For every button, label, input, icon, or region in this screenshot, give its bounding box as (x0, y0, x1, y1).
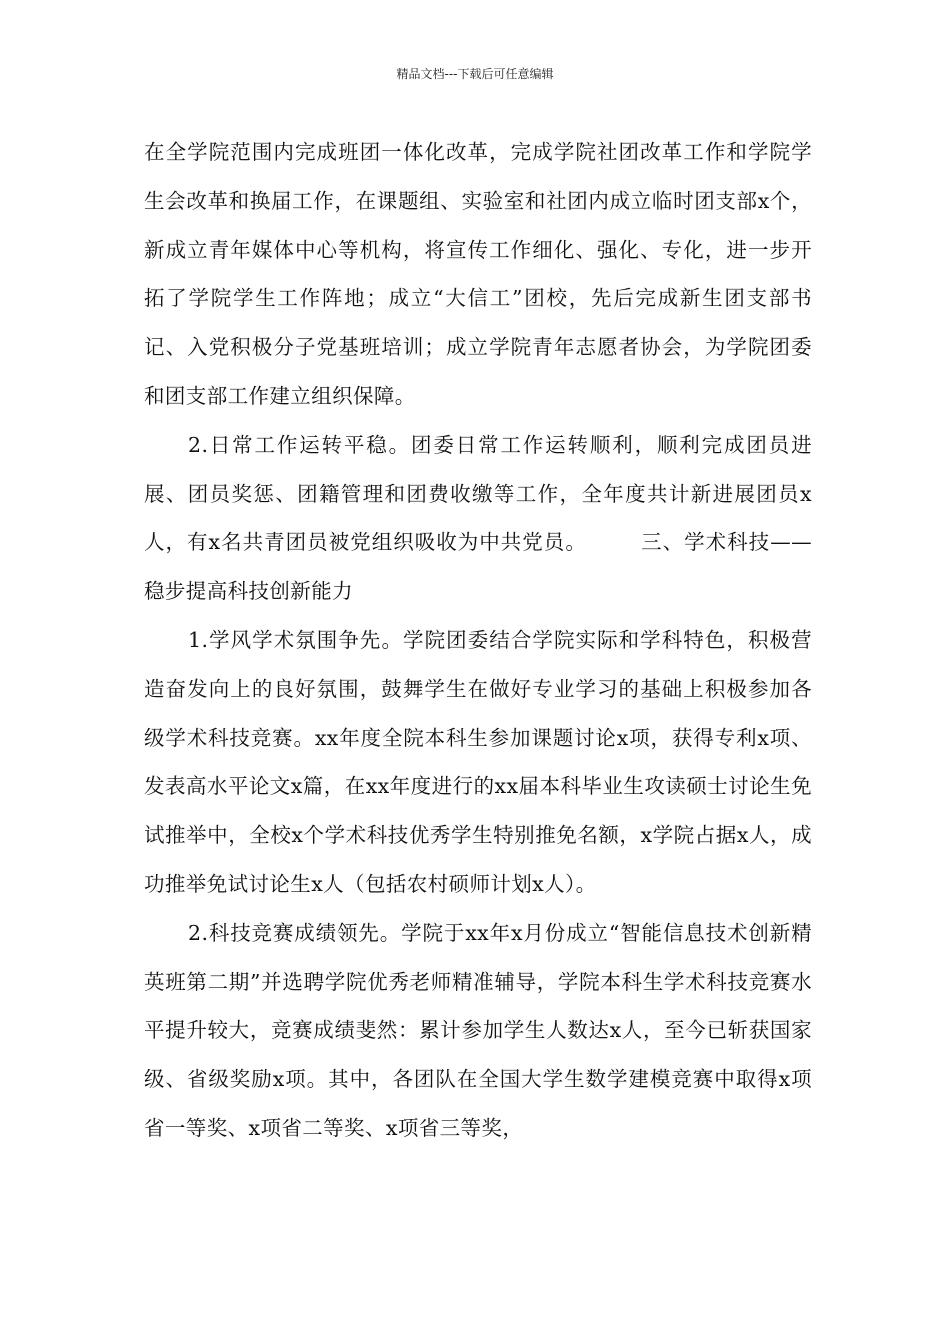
page-header: 精品文档---下载后可任意编辑 (396, 67, 554, 81)
document-body (144, 128, 812, 1153)
paragraph-1: 在全学院范围内完成班团一体化改革，完成学院社团改革工作和学院学生会改革和换届工作，在课题组、实验室和社团内成立临时团支部x个，新成立青年媒体中心等机构，将宣传工作细化、强化、专化，进一步开拓了学院学生工作阵地；成立“大信工”团校，先后完成新生团支部书记、入党积极分子党基班培训；成立学院青年志愿者协会，为学院团委和团支部工作建立组织保障。 (144, 140, 812, 408)
paragraph-3: 1.学风学术氛围争先。学院团委结合学院实际和学科特色，积极营造奋发向上的良好氛围，鼓舞学生在做好专业学习的基础上积极参加各级学术科技竞赛。xx年度全院本科生参加课题讨论x项，获得专利x项、发表高水平论文x篇，在xx年度进行的xx届本科毕业生攻读硕士讨论生免试推举中，全校x个学术科技优秀学生特别推免名额，x学院占据x人，成功推举免试讨论生x人（包括农村硕师计划x人）。 (144, 627, 812, 896)
paragraph-4: 2.科技竞赛成绩领先。学院于xx年x月份成立“智能信息技术创新精英班第二期”并选聘学院优秀老师精准辅导，学院本科生学术科技竞赛水平提升较大，竞赛成绩斐然：累计参加学生人数达x人，至今已斩获国家级、省级奖励x项。其中，各团队在全国大学生数学建模竞赛中取得x项省一等奖、x项省二等奖、x项省三等奖， (144, 920, 812, 1140)
paragraph-2: 2.日常工作运转平稳。团委日常工作运转顺利，顺利完成团员进展、团员奖惩、团籍管理和团费收缴等工作，全年度共计新进展团员x人，有x名共青团员被党组织吸收为中共党员。 三、学术科技——稳步提高科技创新能力 (144, 432, 812, 604)
